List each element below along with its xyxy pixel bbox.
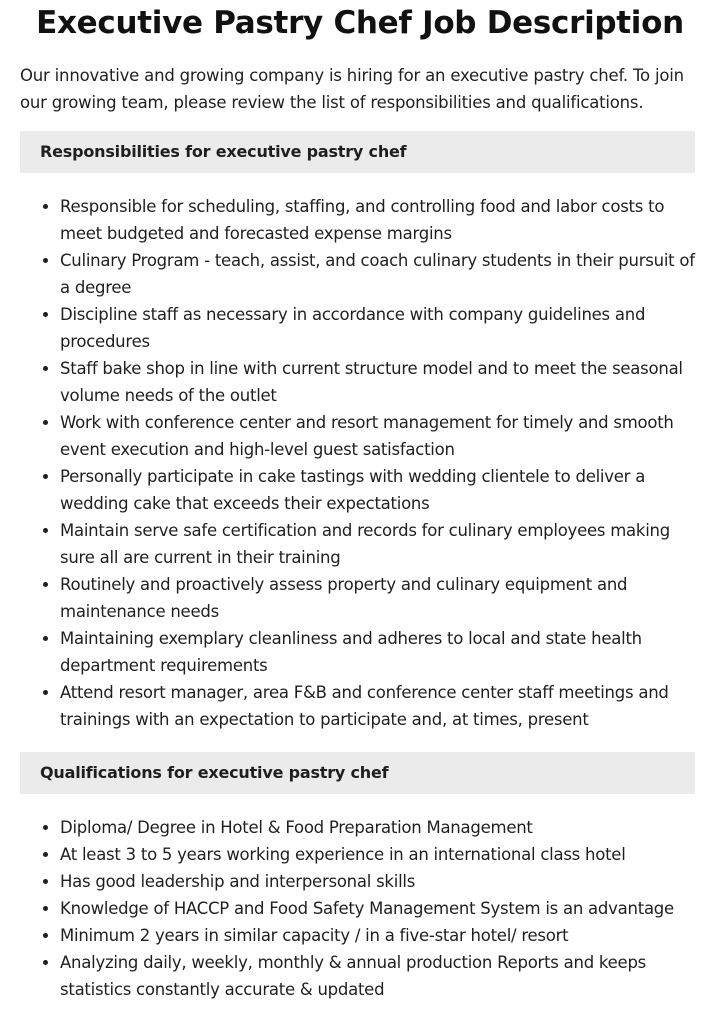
list-item: • Diploma/ Degree in Hotel & Food Preparation Management	[60, 814, 700, 841]
list-item: • Routinely and proactively assess property and culinary equipment and maintenance needs	[60, 571, 700, 625]
list-item: • Minimum 2 years in similar capacity / in a five-star hotel/ resort	[60, 922, 700, 949]
intro-paragraph: Our innovative and growing company is hiring for an executive pastry chef. To join our growing team, please review the list of responsibilities and qualifications.	[20, 66, 684, 112]
list-item: • Staff bake shop in line with current structure model and to meet the seasonal volume needs of the outlet	[60, 355, 700, 409]
list-item: • At least 3 to 5 years working experience in an international class hotel	[60, 841, 700, 868]
list-item: • Has good leadership and interpersonal skills	[60, 868, 700, 895]
list-item: • Maintain serve safe certification and records for culinary employees making sure all are current in their training	[60, 517, 700, 571]
list-item: • Attend resort manager, area F&B and conference center staff meetings and trainings with an expectation to participate and, at times, present	[60, 679, 700, 733]
list-item: • Responsible for scheduling, staffing, and controlling food and labor costs to meet budgeted and forecasted expense margins	[60, 193, 700, 247]
list-item: • Analyzing daily, weekly, monthly & annual production Reports and keeps statistics constantly accurate & updated	[60, 949, 700, 1003]
page-title: Executive Pastry Chef Job Description	[36, 5, 684, 41]
qualifications-heading: Qualifications for executive pastry chef	[20, 752, 695, 794]
list-item: • Knowledge of HACCP and Food Safety Management System is an advantage	[60, 895, 700, 922]
responsibilities-heading: Responsibilities for executive pastry chef	[20, 131, 695, 173]
responsibilities-list	[0, 193, 700, 733]
list-item: • Work with conference center and resort management for timely and smooth event execution and high-level guest satisfaction	[60, 409, 700, 463]
list-item: • Personally participate in cake tastings with wedding clientele to deliver a wedding cake that exceeds their expectations	[60, 463, 700, 517]
list-item: • Culinary Program - teach, assist, and coach culinary students in their pursuit of a degree	[60, 247, 700, 301]
list-item: • Discipline staff as necessary in accordance with company guidelines and procedures	[60, 301, 700, 355]
list-item: • Maintaining exemplary cleanliness and adheres to local and state health department requirements	[60, 625, 700, 679]
qualifications-list	[0, 814, 700, 1003]
